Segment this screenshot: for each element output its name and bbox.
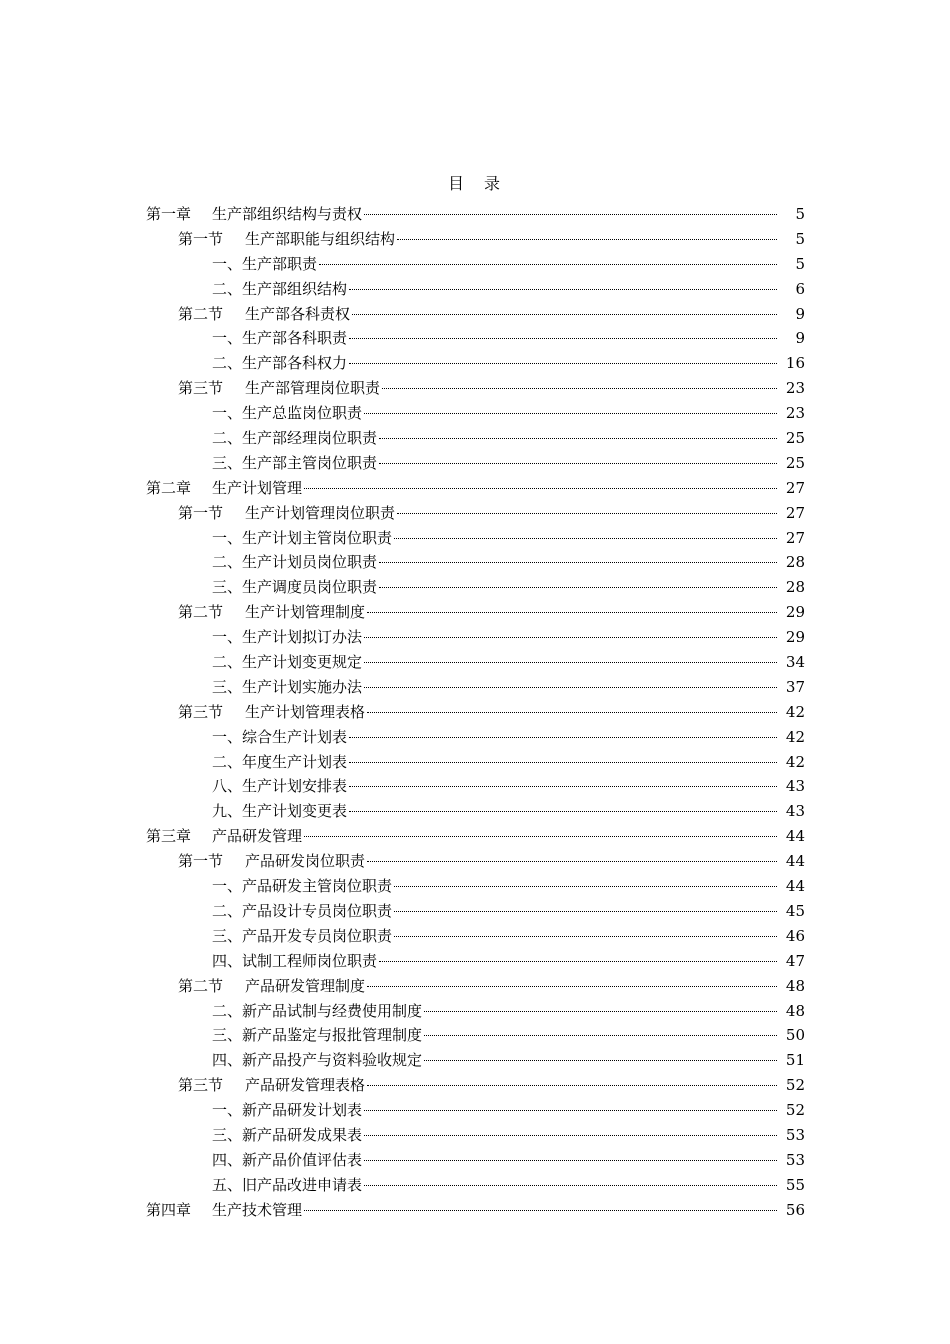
toc-entry-chapter[interactable] <box>0 1198 950 1223</box>
toc-entry-number: 第三节 <box>178 702 224 721</box>
toc-title <box>0 170 950 198</box>
toc-entry-number: 第四章 <box>146 1200 192 1219</box>
toc-entry-section[interactable] <box>0 1073 950 1098</box>
toc-entry-page-number: 34 <box>785 653 805 672</box>
toc-entry-number: 二、 <box>212 553 243 572</box>
toc-entry-page-number: 43 <box>785 777 805 796</box>
toc-entry-page-number: 28 <box>785 553 805 572</box>
toc-dot-leader <box>304 836 777 837</box>
toc-dot-leader <box>364 1110 777 1111</box>
toc-dot-leader <box>304 1210 777 1211</box>
toc-entry-number: 九、 <box>212 802 243 821</box>
toc-dot-leader <box>349 289 777 290</box>
toc-entry-section[interactable] <box>0 376 950 401</box>
toc-entry-title: 新产品价值评估表 <box>242 1150 363 1169</box>
toc-entry-title: 生产计划拟订办法 <box>242 628 363 647</box>
toc-entry-item[interactable] <box>0 949 950 974</box>
toc-entry-title: 生产计划管理 <box>212 478 303 497</box>
toc-entry-title: 生产部职能与组织结构 <box>245 229 396 248</box>
toc-entry-title: 生产部组织结构与责权 <box>212 205 363 223</box>
toc-entry-title: 生产技术管理 <box>212 1200 303 1219</box>
toc-entry-page-number: 55 <box>785 1175 805 1194</box>
toc-entry-page-number: 44 <box>785 877 805 896</box>
toc-entry-page-number: 27 <box>785 478 805 497</box>
toc-dot-leader <box>349 338 777 339</box>
toc-entry-title: 生产部组织结构 <box>242 279 348 298</box>
toc-entry-item[interactable] <box>0 1148 950 1173</box>
toc-entry-chapter[interactable] <box>0 824 950 849</box>
toc-entry-title: 生产部主管岗位职责 <box>242 453 378 472</box>
toc-entry-number: 八、 <box>212 777 243 796</box>
toc-entry-title: 生产计划员岗位职责 <box>242 553 378 572</box>
toc-entry-item[interactable] <box>0 426 950 451</box>
toc-dot-leader <box>319 264 777 265</box>
toc-entry-number: 一、 <box>212 254 243 273</box>
toc-entry-title: 生产部各科权力 <box>242 354 348 373</box>
toc-entry-item[interactable] <box>0 750 950 775</box>
toc-entry-page-number: 25 <box>785 453 805 472</box>
toc-entry-page-number: 47 <box>785 951 805 970</box>
toc-entry-number: 第二章 <box>146 478 192 497</box>
toc-entry-section[interactable] <box>0 600 950 625</box>
toc-entry-chapter[interactable] <box>0 202 950 227</box>
toc-dot-leader <box>424 1035 777 1036</box>
toc-entry-page-number: 52 <box>785 1101 805 1120</box>
toc-dot-leader <box>424 1011 777 1012</box>
toc-entry-page-number: 46 <box>785 926 805 945</box>
toc-entry-page-number: 50 <box>785 1026 805 1045</box>
toc-entry-item[interactable] <box>0 799 950 824</box>
toc-dot-leader <box>364 687 777 688</box>
toc-entry-number: 一、 <box>212 727 243 746</box>
toc-dot-leader <box>364 1135 777 1136</box>
toc-entry-page-number: 27 <box>785 528 805 547</box>
toc-entry-item[interactable] <box>0 874 950 899</box>
toc-entry-title: 生产计划管理表格 <box>245 702 366 721</box>
toc-entry-title: 生产部管理岗位职责 <box>245 379 381 398</box>
toc-entry-number: 第二节 <box>178 603 224 622</box>
toc-entry-title: 产品开发专员岗位职责 <box>242 926 393 945</box>
toc-dot-leader <box>379 562 777 563</box>
toc-entry-title: 新产品研发成果表 <box>242 1125 363 1144</box>
toc-entry-item[interactable] <box>0 650 950 675</box>
toc-entry-number: 二、 <box>212 1001 243 1020</box>
toc-entry-title: 产品研发管理制度 <box>245 976 366 995</box>
toc-entry-number: 一、 <box>212 628 243 647</box>
toc-entry-item[interactable] <box>0 351 950 376</box>
toc-entry-page-number: 42 <box>785 752 805 771</box>
toc-entry-section[interactable] <box>0 227 950 252</box>
toc-entry-number: 三、 <box>212 926 243 945</box>
toc-dot-leader <box>379 463 777 464</box>
toc-entry-page-number: 5 <box>795 254 805 273</box>
toc-entry-item[interactable] <box>0 550 950 575</box>
toc-entry-page-number: 48 <box>785 1001 805 1020</box>
toc-entry-page-number: 42 <box>785 702 805 721</box>
toc-entry-number: 二、 <box>212 653 243 672</box>
toc-entry-item[interactable] <box>0 675 950 700</box>
toc-entry-title: 生产总监岗位职责 <box>242 404 363 423</box>
toc-entry-page-number: 53 <box>785 1125 805 1144</box>
toc-entry-item[interactable] <box>0 277 950 302</box>
toc-dot-leader <box>367 712 777 713</box>
toc-dot-leader <box>364 413 777 414</box>
toc-entry-number: 二、 <box>212 354 243 373</box>
toc-entry-title: 生产计划管理制度 <box>245 603 366 622</box>
toc-entry-title: 生产计划主管岗位职责 <box>242 528 393 547</box>
toc-entry-item[interactable] <box>0 252 950 277</box>
toc-entry-number: 第三节 <box>178 379 224 398</box>
toc-entry-page-number: 5 <box>795 229 805 248</box>
toc-entry-item[interactable] <box>0 625 950 650</box>
toc-entry-page-number: 37 <box>785 677 805 696</box>
toc-entry-title: 产品研发主管岗位职责 <box>242 877 393 896</box>
toc-entry-section[interactable] <box>0 849 950 874</box>
toc-dot-leader <box>352 314 777 315</box>
toc-dot-leader <box>382 388 777 389</box>
toc-entry-title: 新产品投产与资料验收规定 <box>242 1051 423 1070</box>
toc-title-part2: 录 <box>484 174 503 193</box>
toc-entry-page-number: 5 <box>795 205 805 223</box>
toc-entry-title: 产品研发管理表格 <box>245 1076 366 1095</box>
toc-dot-leader <box>424 1060 777 1061</box>
toc-entry-title: 生产计划变更表 <box>242 802 348 821</box>
toc-dot-leader <box>364 637 777 638</box>
toc-dot-leader <box>379 961 777 962</box>
toc-dot-leader <box>367 986 777 987</box>
toc-entry-page-number: 48 <box>785 976 805 995</box>
toc-entry-number: 第一章 <box>146 205 192 223</box>
toc-entry-number: 第一节 <box>178 852 224 871</box>
toc-entry-number: 三、 <box>212 453 243 472</box>
toc-entry-page-number: 16 <box>785 354 805 373</box>
toc-entry-item[interactable] <box>0 725 950 750</box>
toc-dot-leader <box>367 1085 777 1086</box>
toc-entry-title: 产品设计专员岗位职责 <box>242 901 393 920</box>
toc-entry-number: 一、 <box>212 877 243 896</box>
toc-entry-item[interactable] <box>0 575 950 600</box>
toc-dot-leader <box>397 239 777 240</box>
toc-dot-leader <box>304 488 777 489</box>
toc-entry-title: 试制工程师岗位职责 <box>242 951 378 970</box>
toc-entry-number: 四、 <box>212 1150 243 1169</box>
toc-entry-page-number: 51 <box>785 1051 805 1070</box>
toc-dot-leader <box>349 811 777 812</box>
toc-entry-page-number: 53 <box>785 1150 805 1169</box>
toc-entry-page-number: 28 <box>785 578 805 597</box>
toc-entry-number: 三、 <box>212 1026 243 1045</box>
toc-dot-leader <box>379 438 777 439</box>
toc-entry-page-number: 29 <box>785 628 805 647</box>
toc-dot-leader <box>364 662 777 663</box>
toc-dot-leader <box>394 911 777 912</box>
toc-entry-number: 第一节 <box>178 503 224 522</box>
toc-entry-number: 四、 <box>212 1051 243 1070</box>
toc-entry-item[interactable] <box>0 1098 950 1123</box>
toc-entry-item[interactable] <box>0 999 950 1024</box>
toc-entry-number: 二、 <box>212 752 243 771</box>
toc-entry-number: 二、 <box>212 279 243 298</box>
toc-entry-page-number: 56 <box>785 1200 805 1219</box>
toc-dot-leader <box>394 936 777 937</box>
toc-entry-page-number: 9 <box>795 304 805 323</box>
toc-entry-title: 生产调度员岗位职责 <box>242 578 378 597</box>
toc-list <box>0 202 950 1223</box>
toc-entry-page-number: 6 <box>795 279 805 298</box>
toc-entry-number: 二、 <box>212 429 243 448</box>
toc-entry-section[interactable] <box>0 974 950 999</box>
toc-entry-title: 生产计划安排表 <box>242 777 348 796</box>
toc-entry-number: 三、 <box>212 1125 243 1144</box>
toc-dot-leader <box>364 1185 777 1186</box>
toc-dot-leader <box>364 1160 777 1161</box>
toc-entry-title: 生产部各科责权 <box>245 304 351 323</box>
toc-entry-item[interactable] <box>0 924 950 949</box>
toc-entry-chapter[interactable] <box>0 476 950 501</box>
toc-entry-number: 五、 <box>212 1175 243 1194</box>
toc-entry-title: 年度生产计划表 <box>242 752 348 771</box>
toc-entry-number: 一、 <box>212 329 243 348</box>
toc-entry-title: 综合生产计划表 <box>242 727 348 746</box>
toc-entry-page-number: 43 <box>785 802 805 821</box>
toc-dot-leader <box>349 786 777 787</box>
toc-entry-page-number: 42 <box>785 727 805 746</box>
toc-entry-item[interactable] <box>0 1123 950 1148</box>
toc-entry-item[interactable] <box>0 1173 950 1198</box>
toc-entry-page-number: 25 <box>785 429 805 448</box>
toc-entry-title: 生产计划管理岗位职责 <box>245 503 396 522</box>
toc-entry-section[interactable] <box>0 501 950 526</box>
toc-dot-leader <box>394 886 777 887</box>
toc-entry-item[interactable] <box>0 326 950 351</box>
toc-entry-item[interactable] <box>0 1023 950 1048</box>
toc-entry-item[interactable] <box>0 899 950 924</box>
toc-entry-title: 生产部经理岗位职责 <box>242 429 378 448</box>
toc-entry-number: 第二节 <box>178 304 224 323</box>
toc-entry-section[interactable] <box>0 700 950 725</box>
toc-entry-title: 生产部各科职责 <box>242 329 348 348</box>
toc-entry-title: 新产品研发计划表 <box>242 1101 363 1120</box>
toc-entry-page-number: 44 <box>785 827 805 846</box>
toc-dot-leader <box>349 762 777 763</box>
toc-entry-section[interactable] <box>0 302 950 327</box>
toc-entry-page-number: 44 <box>785 852 805 871</box>
toc-entry-page-number: 45 <box>785 901 805 920</box>
toc-entry-title: 产品研发岗位职责 <box>245 852 366 871</box>
toc-entry-number: 第二节 <box>178 976 224 995</box>
toc-dot-leader <box>364 214 777 215</box>
toc-entry-page-number: 23 <box>785 404 805 423</box>
toc-entry-title: 新产品鉴定与报批管理制度 <box>242 1026 423 1045</box>
toc-entry-title: 生产计划实施办法 <box>242 677 363 696</box>
toc-entry-title: 旧产品改进申请表 <box>242 1175 363 1194</box>
toc-entry-page-number: 27 <box>785 503 805 522</box>
toc-entry-number: 二、 <box>212 901 243 920</box>
toc-entry-item[interactable] <box>0 401 950 426</box>
toc-dot-leader <box>349 737 777 738</box>
toc-dot-leader <box>379 587 777 588</box>
toc-entry-number: 第一节 <box>178 229 224 248</box>
toc-entry-item[interactable] <box>0 526 950 551</box>
toc-entry-item[interactable] <box>0 774 950 799</box>
toc-entry-title: 新产品试制与经费使用制度 <box>242 1001 423 1020</box>
toc-title-part1: 目 <box>447 174 466 193</box>
toc-entry-title: 生产部职责 <box>242 254 318 273</box>
toc-entry-page-number: 9 <box>795 329 805 348</box>
toc-entry-number: 一、 <box>212 1101 243 1120</box>
toc-entry-number: 第三节 <box>178 1076 224 1095</box>
toc-dot-leader <box>349 363 777 364</box>
toc-entry-page-number: 52 <box>785 1076 805 1095</box>
toc-entry-page-number: 23 <box>785 379 805 398</box>
toc-entry-number: 第三章 <box>146 827 192 846</box>
toc-entry-number: 三、 <box>212 578 243 597</box>
toc-entry-item[interactable] <box>0 451 950 476</box>
toc-entry-title: 产品研发管理 <box>212 827 303 846</box>
toc-dot-leader <box>397 513 777 514</box>
toc-entry-title: 生产计划变更规定 <box>242 653 363 672</box>
toc-entry-item[interactable] <box>0 1048 950 1073</box>
toc-dot-leader <box>394 538 777 539</box>
toc-entry-number: 一、 <box>212 528 243 547</box>
toc-entry-number: 四、 <box>212 951 243 970</box>
toc-entry-number: 三、 <box>212 677 243 696</box>
toc-dot-leader <box>367 612 777 613</box>
toc-entry-number: 一、 <box>212 404 243 423</box>
toc-entry-page-number: 29 <box>785 603 805 622</box>
toc-dot-leader <box>367 861 777 862</box>
